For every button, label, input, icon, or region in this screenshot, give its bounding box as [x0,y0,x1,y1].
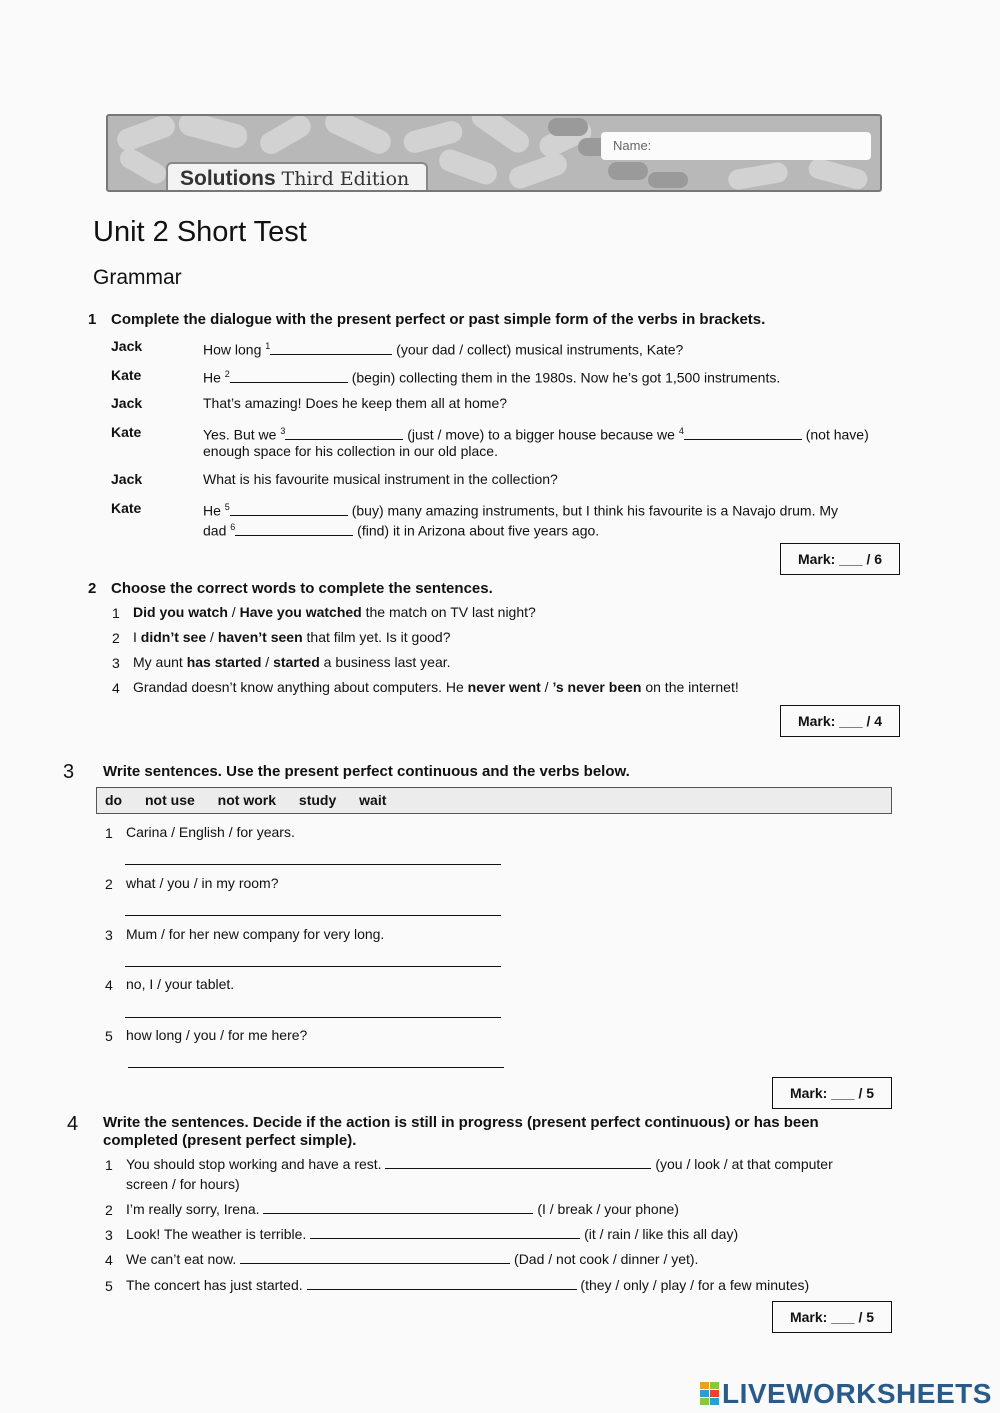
q1-number: 1 [88,311,97,328]
item-number: 5 [105,1278,113,1294]
line-text: Grandad doesn’t know anything about computers. He [133,679,468,695]
line-text: The concert has just started. [126,1277,303,1293]
item-number: 2 [112,630,120,646]
line-text: the match on TV last night? [361,604,536,620]
answer-blank[interactable] [240,1251,510,1264]
q2-item [133,678,739,697]
answer-line[interactable] [125,915,501,916]
answer-blank[interactable] [307,1277,577,1290]
gap-number: 1 [265,341,271,351]
answer-line[interactable] [125,966,501,967]
answer-blank[interactable] [385,1156,651,1169]
brand-edition: Third Edition [281,168,410,190]
line-text: (just / move) to a bigger house because we [407,426,675,443]
line-text: You should stop working and have a rest. [126,1156,382,1172]
q1-mark-box: Mark: ___ / 6 [780,543,900,575]
q2-mark-box: Mark: ___ / 4 [780,705,900,737]
line-text: a business last year. [319,654,451,670]
q4-item [126,1276,809,1295]
line-text: (buy) many amazing instruments, but I think his favourite is a Navajo drum. My [351,502,839,519]
answer-blank[interactable] [230,503,348,516]
q1-speaker: Jack [111,471,143,487]
q1-instruction: Complete the dialogue with the present perfect or past simple form of the verbs in brackets. [111,311,766,328]
choice-a[interactable]: never went [467,679,541,695]
line-text: He [203,502,221,519]
liveworksheets-logo [700,1378,992,1410]
word: study [298,792,337,808]
brand-logo [166,162,428,192]
q1-speaker: Kate [111,424,142,440]
choice-b[interactable]: Have you watched [239,604,362,620]
word: do [105,792,123,808]
q3-prompt: how long / you / for me here? [126,1027,308,1043]
q3-prompt: no, I / your tablet. [126,976,235,992]
choice-a[interactable]: has started [186,654,262,670]
q1-speaker: Jack [111,395,143,411]
line-text: (not have) [805,426,869,443]
line-text: Yes. But we [203,426,277,443]
line-text: (begin) collecting them in the 1980s. Now he’s got 1,500 instruments. [351,369,781,386]
line-text: How long [203,341,262,358]
q4-item [126,1250,698,1269]
answer-line[interactable] [128,1067,504,1068]
q3-prompt: Carina / English / for years. [126,824,295,840]
line-text: (you / look / at that computer [655,1156,833,1172]
line-text: I’m really sorry, Irena. [126,1201,260,1217]
q4-instruction: Write the sentences. Decide if the action is still in progress (present perfect continuous) or has been [103,1114,819,1131]
answer-blank[interactable] [263,1201,533,1214]
word: not work [217,792,277,808]
name-field[interactable]: Name: [601,132,871,160]
q3-prompt: Mum / for her new company for very long. [126,926,385,942]
q1-speaker: Kate [111,500,142,516]
q2-item [133,628,451,647]
gap-number: 5 [224,502,230,512]
q1-line-cont: enough space for his collection in our old place. [203,443,498,459]
q2-number: 2 [88,580,97,597]
item-number: 3 [112,655,120,671]
item-number: 4 [105,977,113,993]
item-number: 1 [105,825,113,841]
q4-instruction-cont: completed (present perfect simple). [103,1132,357,1149]
q1-line: That’s amazing! Does he keep them all at home? [203,395,508,411]
q1-speaker: Jack [111,338,143,354]
q1-line-cont [203,518,599,541]
section-title: Grammar [93,266,182,289]
q4-item-cont: screen / for hours) [126,1176,240,1192]
item-number: 2 [105,876,113,892]
q4-item [126,1200,679,1219]
choice-a[interactable]: Did you watch [133,604,228,620]
q1-line [203,337,683,360]
q3-instruction: Write sentences. Use the present perfect continuous and the verbs below. [103,763,630,780]
answer-line[interactable] [125,1017,501,1018]
q1-line: What is his favourite musical instrument in the collection? [203,471,558,487]
line-text: dad [203,522,227,539]
header-banner [106,114,882,192]
answer-blank[interactable] [310,1226,580,1239]
q1-speaker: Kate [111,367,142,383]
line-text: (your dad / collect) musical instruments, Kate? [396,341,684,358]
q2-item [133,653,451,672]
line-text: (it / rain / like this all day) [584,1226,739,1242]
line-text: (they / only / play / for a few minutes) [580,1277,810,1293]
logo-icon [700,1382,720,1406]
choice-b[interactable]: started [273,654,320,670]
q4-item [126,1155,833,1174]
separator: / [227,604,240,620]
gap-number: 3 [280,426,286,436]
line-text: (I / break / your phone) [537,1201,679,1217]
logo-text: LIVEWORKSHEETS [722,1378,992,1409]
line-text: We can’t eat now. [126,1251,237,1267]
q3-number: 3 [63,761,75,783]
item-number: 4 [105,1252,113,1268]
answer-line[interactable] [125,864,501,865]
gap-number: 4 [678,426,684,436]
separator: / [540,679,553,695]
answer-blank[interactable] [270,342,392,355]
item-number: 2 [105,1202,113,1218]
q2-instruction: Choose the correct words to complete the sentences. [111,580,493,597]
line-text: on the internet! [641,679,739,695]
choice-b[interactable]: ’s never been [552,679,642,695]
item-number: 1 [105,1157,113,1173]
line-text: (find) it in Arizona about five years ago. [357,522,600,539]
word-box [96,787,892,814]
answer-blank[interactable] [285,427,403,440]
line-text: I [133,629,141,645]
q4-mark-box: Mark: ___ / 5 [772,1301,892,1333]
line-text: My aunt [133,654,187,670]
answer-blank[interactable] [684,427,802,440]
q3-prompt: what / you / in my room? [126,875,279,891]
item-number: 3 [105,927,113,943]
separator: / [261,654,274,670]
page-title: Unit 2 Short Test [93,216,307,248]
brand-bold: Solutions [180,167,276,190]
item-number: 5 [105,1028,113,1044]
word: wait [359,792,387,808]
item-number: 1 [112,605,120,621]
line-text: that film yet. Is it good? [302,629,451,645]
answer-blank[interactable] [235,523,353,536]
answer-blank[interactable] [230,370,348,383]
q3-mark-box: Mark: ___ / 5 [772,1077,892,1109]
gap-number: 6 [230,522,236,532]
line-text: Look! The weather is terrible. [126,1226,307,1242]
line-text: (Dad / not cook / dinner / yet). [514,1251,699,1267]
line-text: He [203,369,221,386]
choice-b[interactable]: haven’t seen [217,629,303,645]
gap-number: 2 [224,369,230,379]
q4-item [126,1225,738,1244]
word: not use [145,792,195,808]
item-number: 4 [112,680,120,696]
q2-item [133,603,536,622]
q4-number: 4 [67,1113,79,1135]
separator: / [206,629,218,645]
q1-line [203,365,780,388]
choice-a[interactable]: didn’t see [140,629,207,645]
item-number: 3 [105,1227,113,1243]
